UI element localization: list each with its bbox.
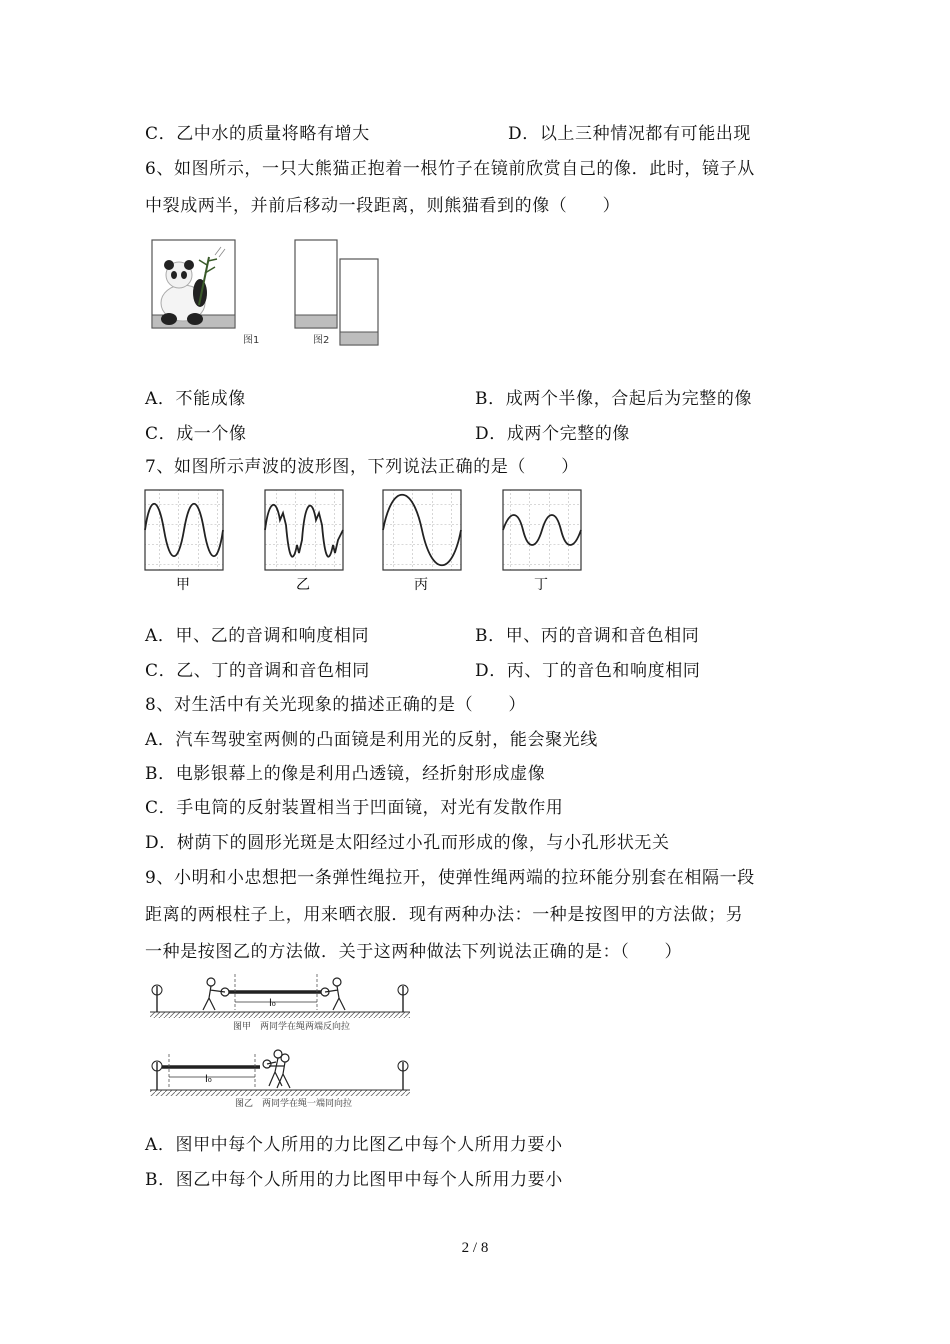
wave-yi-label: 乙 xyxy=(296,577,310,593)
wave-yi xyxy=(265,490,343,593)
fig1-caption: 图1 xyxy=(243,335,260,346)
wave-bing-label: 丙 xyxy=(414,577,428,593)
wave-ding-label: 丁 xyxy=(534,577,548,593)
two-people-icon xyxy=(263,1050,290,1088)
q8-option-d: D．树荫下的圆形光斑是太阳经过小孔而形成的像，与小孔形状无关 xyxy=(145,833,670,853)
fig-jia xyxy=(150,974,410,1032)
post-right-icon xyxy=(398,985,408,1012)
fig2-split-mirror xyxy=(295,240,378,346)
wave-bing xyxy=(383,490,461,593)
post-left-icon xyxy=(152,1061,162,1090)
q9-option-a: A．图甲中每个人所用的力比图乙中每个人所用力要小 xyxy=(145,1135,563,1155)
wave-jia xyxy=(145,490,223,593)
q6-option-b: B．成两个半像，合起后为完整的像 xyxy=(475,389,753,409)
q5-option-c: C．乙中水的质量将略有增大 xyxy=(145,124,370,144)
q9-stem-line2: 距离的两根柱子上，用来晒衣服．现有两种办法：一种是按图甲的方法做；另 xyxy=(145,905,744,925)
q6-option-c: C．成一个像 xyxy=(145,424,247,444)
q6-option-d: D．成两个完整的像 xyxy=(475,424,631,444)
q6-option-a: A．不能成像 xyxy=(145,389,246,409)
q9-stem-line3: 一种是按图乙的方法做．关于这两种做法下列说法正确的是：（ ） xyxy=(145,942,683,962)
q8-option-c: C．手电筒的反射装置相当于凹面镜，对光有发散作用 xyxy=(145,798,564,818)
q7-waveform-figure xyxy=(140,485,590,595)
post-right-icon xyxy=(398,1061,408,1090)
post-left-icon xyxy=(152,985,162,1012)
fig1-mirror-with-panda xyxy=(152,240,259,346)
q8-option-b: B．电影银幕上的像是利用凸透镜，经折射形成虚像 xyxy=(145,764,546,784)
q7-option-b: B．甲、丙的音调和音色相同 xyxy=(475,626,700,646)
q7-option-c: C．乙、丁的音调和音色相同 xyxy=(145,661,370,681)
q9-stem-line1: 9、小明和小忠想把一条弹性绳拉开，使弹性绳两端的拉环能分别套在相隔一段 xyxy=(145,868,755,888)
length-label-jia: l₀ xyxy=(269,998,276,1009)
q7-option-d: D．丙、丁的音色和响度相同 xyxy=(475,661,701,681)
fig-jia-caption: 图甲 两同学在绳两端反向拉 xyxy=(233,1022,351,1032)
q6-mirror-figure xyxy=(145,235,395,350)
fig-yi-caption: 图乙 两同学在绳一端同向拉 xyxy=(235,1099,353,1109)
wave-jia-label: 甲 xyxy=(176,577,190,593)
q8-stem: 8、对生活中有关光现象的描述正确的是（ ） xyxy=(145,695,527,715)
q6-stem-line1: 6、如图所示，一只大熊猫正抱着一根竹子在镜前欣赏自己的像．此时，镜子从 xyxy=(145,159,755,179)
q8-option-a: A．汽车驾驶室两侧的凸面镜是利用光的反射，能会聚光线 xyxy=(145,730,598,750)
fig-yi xyxy=(150,1050,410,1109)
q7-stem: 7、如图所示声波的波形图，下列说法正确的是（ ） xyxy=(145,457,579,477)
page-number: 2 / 8 xyxy=(461,1240,489,1256)
q9-option-b: B．图乙中每个人所用的力比图甲中每个人所用力要小 xyxy=(145,1170,563,1190)
fig2-caption: 图2 xyxy=(313,335,330,346)
q5-option-d: D．以上三种情况都有可能出现 xyxy=(508,124,752,144)
person-right-icon xyxy=(321,978,345,1010)
wave-ding xyxy=(503,490,581,593)
q6-stem-line2: 中裂成两半，并前后移动一段距离，则熊猫看到的像（ ） xyxy=(145,196,621,216)
length-label-yi: l₀ xyxy=(205,1074,212,1085)
q9-rope-figure xyxy=(145,972,415,1112)
q7-option-a: A．甲、乙的音调和响度相同 xyxy=(145,626,370,646)
person-left-icon xyxy=(203,978,229,1010)
